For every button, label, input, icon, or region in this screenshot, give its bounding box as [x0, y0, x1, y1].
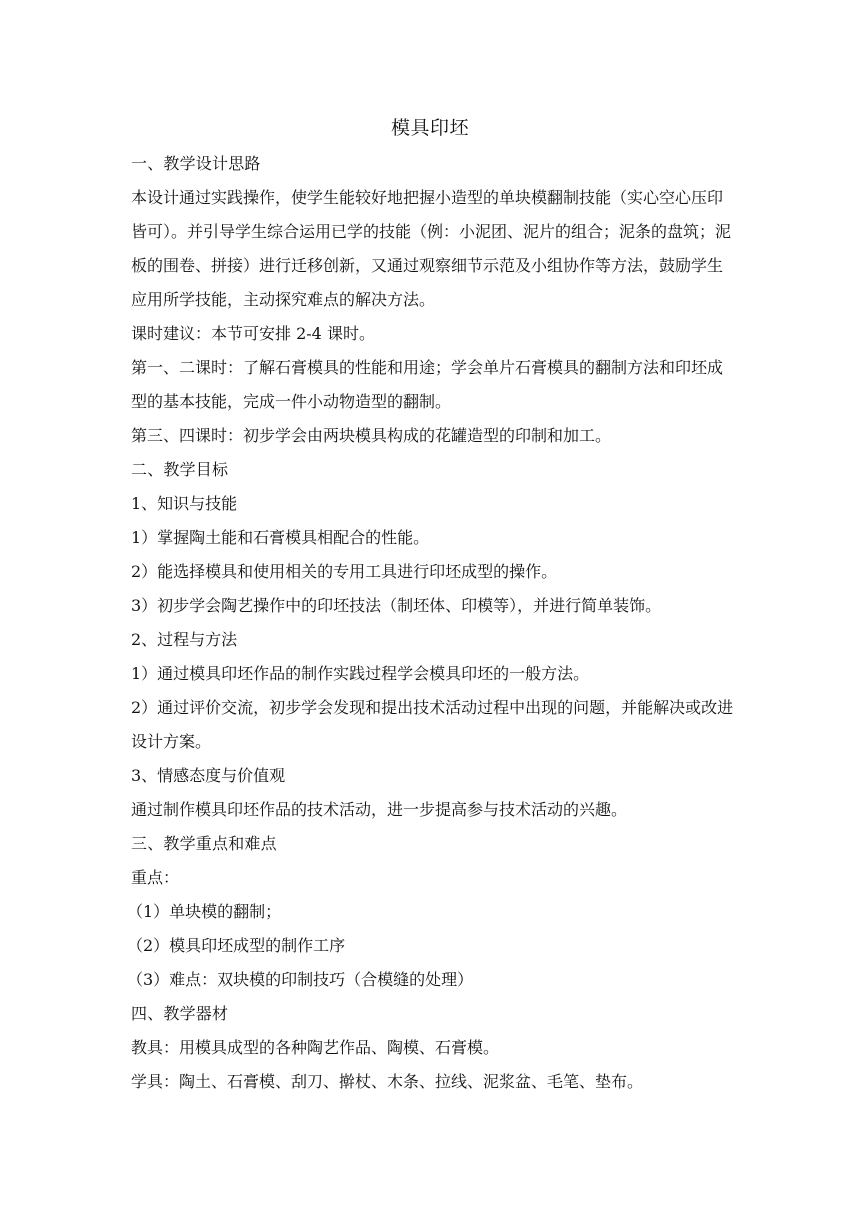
list-item: 1）通过模具印坯作品的制作实践过程学会模具印坯的一般方法。	[131, 664, 590, 683]
list-item: （3）难点：双块模的印制技巧（合模缝的处理）	[127, 970, 474, 989]
paragraph: 教具：用模具成型的各种陶艺作品、陶模、石膏模。	[131, 1038, 500, 1057]
list-item: 2）通过评价交流，初步学会发现和提出技术活动过程中出现的问题，并能解决或改进设计方案。	[131, 698, 734, 751]
list-item: 2）能选择模具和使用相关的专用工具进行印坯成型的操作。	[131, 562, 558, 581]
section-heading: 三、教学重点和难点	[131, 834, 277, 853]
section-heading: 二、教学目标	[131, 460, 229, 479]
document-title: 模具印坯	[390, 117, 469, 139]
paragraph: 学具：陶土、石膏模、刮刀、擀杖、木条、拉线、泥浆盆、毛笔、垫布。	[131, 1072, 644, 1091]
section-heading: 一、教学设计思路	[131, 154, 261, 173]
list-item: 1）掌握陶土能和石膏模具相配合的性能。	[131, 528, 430, 547]
subheading: 1、知识与技能	[131, 494, 238, 513]
paragraph: 重点：	[131, 868, 180, 887]
paragraph: 课时建议：本节可安排 2-4 课时。	[131, 324, 375, 343]
paragraph: 第一、二课时：了解石膏模具的性能和用途；学会单片石膏模具的翻制方法和印坯成型的基本技能，完成一件小动物造型的翻制。	[131, 358, 724, 411]
subheading: 3、情感态度与价值观	[131, 766, 286, 785]
section-heading: 四、教学器材	[131, 1004, 229, 1023]
paragraph: 第三、四课时：初步学会由两块模具构成的花罐造型的印制和加工。	[131, 426, 612, 445]
document-body	[127, 147, 737, 1099]
list-item: （1）单块模的翻制；	[127, 902, 282, 921]
paragraph: 本设计通过实践操作，使学生能较好地把握小造型的单块模翻制技能（实心空心压印皆可）。并引导学生综合运用已学的技能（例：小泥团、泥片的组合；泥条的盘筑；泥板的围卷、拼接）进行迁移创新，又通过观察细节示范及小组协作等方法，鼓励学生应用所学技能，主动探究难点的解决方法。	[131, 188, 732, 309]
list-item: （2）模具印坯成型的制作工序	[127, 936, 346, 955]
paragraph: 通过制作模具印坯作品的技术活动，进一步提高参与技术活动的兴趣。	[131, 800, 628, 819]
subheading: 2、过程与方法	[131, 630, 238, 649]
list-item: 3）初步学会陶艺操作中的印坯技法（制坯体、印模等），并进行简单装饰。	[131, 596, 662, 615]
